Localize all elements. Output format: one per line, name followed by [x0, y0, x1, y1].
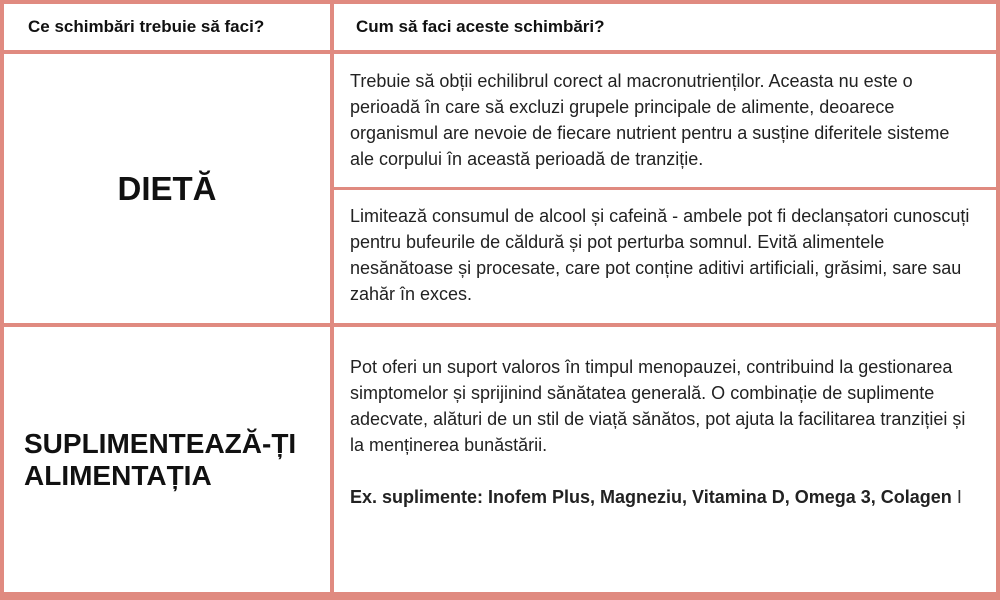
diet-paragraph-1-cell [334, 54, 996, 187]
diet-paragraph-2: Limitează consumul de alcool și cafeină - ambele pot fi declanșatori cunoscuți pentru bufeurile de căldură și pot perturba somnul. Evită alimentele nesănătoase și procesate, care pot conține aditivi artificiali, grăsimi, sare sau zahăr în exces. [350, 206, 970, 304]
supplements-examples-text: Ex. suplimente: Inofem Plus, Magneziu, Vitamina D, Omega 3, Colagen [350, 487, 952, 507]
supplements-paragraph: Pot oferi un suport valoros în timpul menopauzei, contribuind la gestionarea simptomelor și sprijinind sănătatea generală. O combinație de suplimente adecvate, alături de un stil de viață sănătos, pot ajuta la facilitarea tranziției și la menținerea bunăstării. [350, 357, 966, 455]
header-changes-label: Ce schimbări trebuie să faci? [28, 17, 265, 36]
diet-paragraph-1: Trebuie să obții echilibrul corect al macronutrienților. Aceasta nu este o perioadă în care să excluzi grupele principale de alimente, deoarece organismul are nevoie de fiecare nutrient pentru a susține diferitele sisteme ale corpului în această perioadă de tranziție. [350, 71, 950, 169]
diet-label-cell [4, 54, 330, 323]
supplements-text-cell [334, 327, 996, 592]
diet-label: DIETĂ [117, 169, 217, 207]
supplements-label-cell [4, 327, 330, 592]
supplements-examples [350, 484, 976, 510]
header-cell-changes [4, 4, 330, 50]
header-cell-how [334, 4, 996, 50]
supplements-label: SUPLIMENTEAZĂ-ȚI ALIMENTAȚIA [24, 427, 297, 491]
text-cursor: I [956, 487, 962, 507]
diet-paragraph-2-cell [334, 190, 996, 323]
header-how-label: Cum să faci aceste schimbări? [356, 17, 605, 36]
